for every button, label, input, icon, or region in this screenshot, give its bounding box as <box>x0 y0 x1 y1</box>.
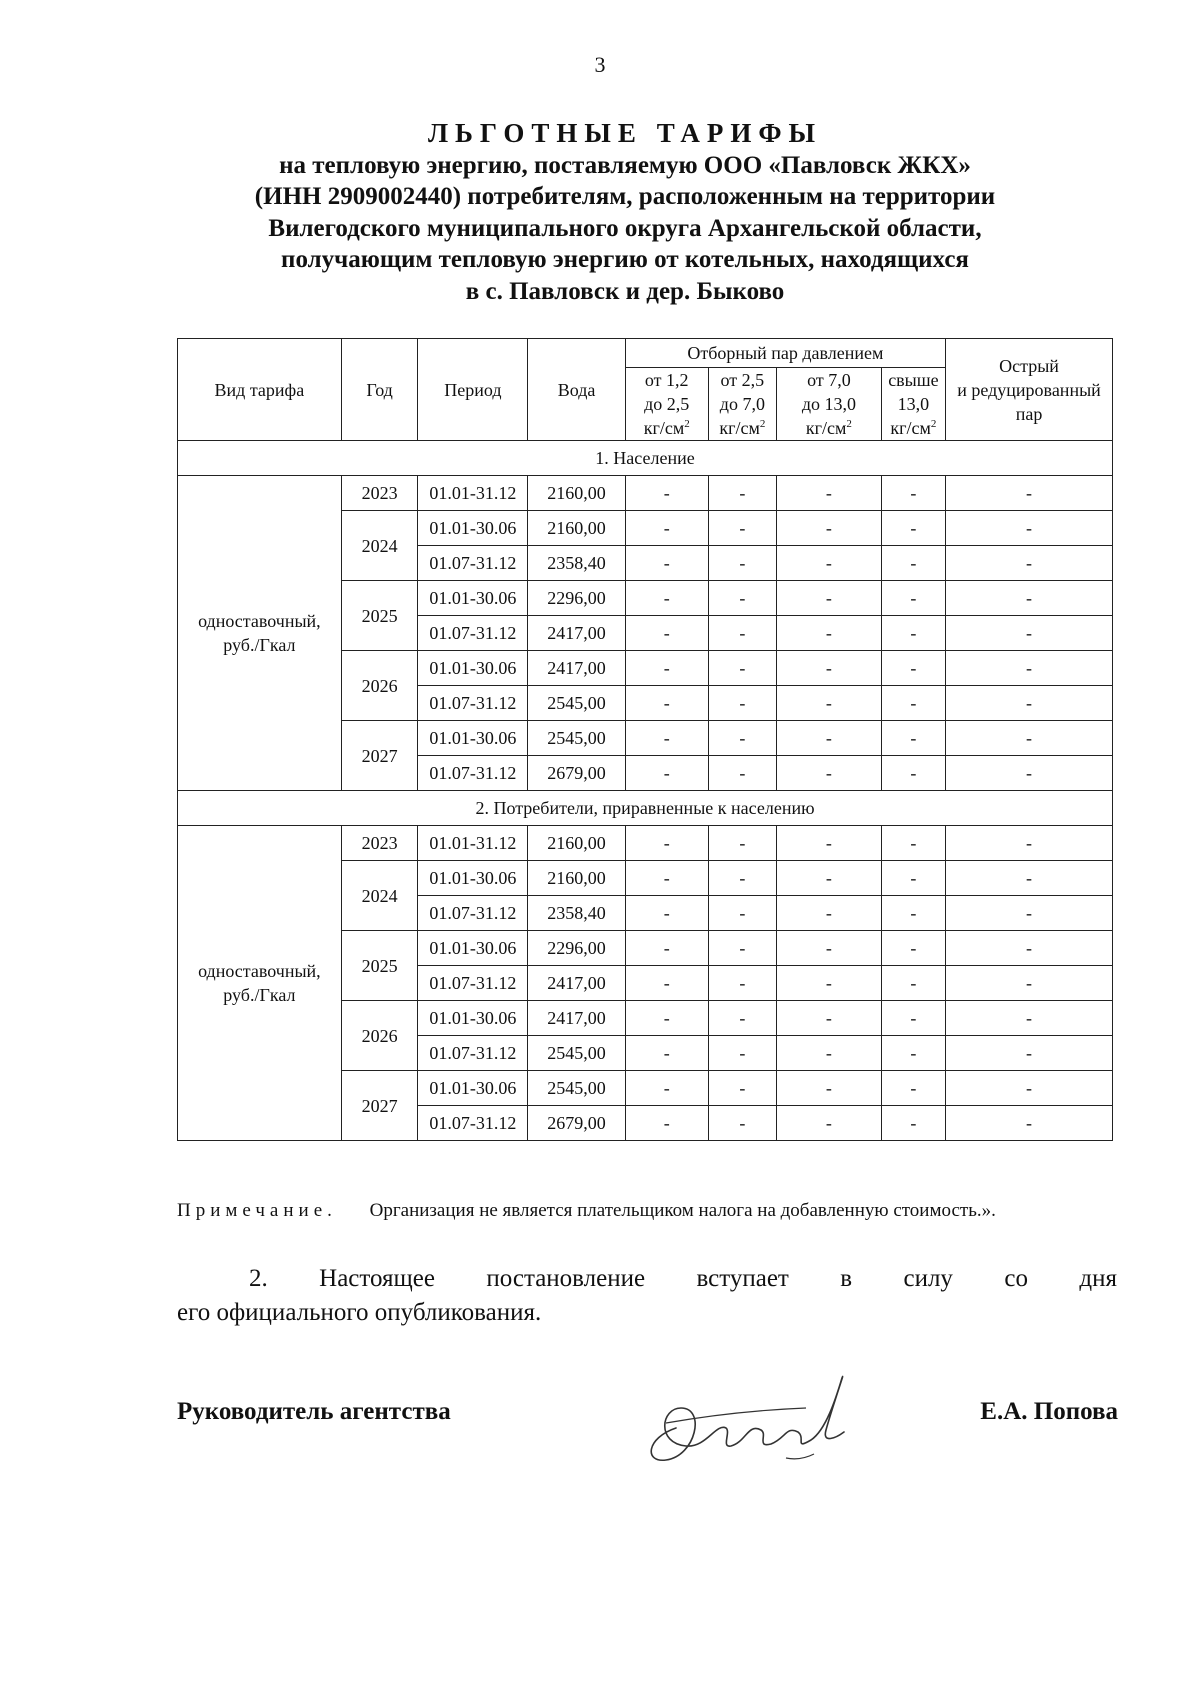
empty-value-cell: - <box>625 1071 708 1106</box>
tariff-type-line: руб./Гкал <box>223 635 296 655</box>
header-steam-3-l1: свыше <box>888 370 939 390</box>
tariff-type-cell <box>178 826 342 1141</box>
table-row <box>178 826 1113 861</box>
year-cell: 2025 <box>341 581 418 651</box>
empty-value-cell: - <box>625 511 708 546</box>
water-cell: 2545,00 <box>528 1071 625 1106</box>
water-cell: 2160,00 <box>528 826 625 861</box>
empty-value-cell: - <box>777 896 882 931</box>
period-cell: 01.01-30.06 <box>418 861 528 896</box>
section-title: 2. Потребители, приравненные к населению <box>178 791 1113 826</box>
empty-value-cell: - <box>881 651 945 686</box>
header-year: Год <box>341 339 418 441</box>
period-cell: 01.07-31.12 <box>418 896 528 931</box>
signatory-position: Руководитель агентства <box>177 1398 451 1425</box>
header-steam-3-unit <box>884 416 943 440</box>
clause-2 <box>177 1262 1117 1330</box>
empty-value-cell: - <box>777 721 882 756</box>
empty-value-cell: - <box>777 651 882 686</box>
empty-value-cell: - <box>777 1036 882 1071</box>
empty-value-cell: - <box>625 616 708 651</box>
empty-value-cell: - <box>708 756 776 791</box>
period-cell: 01.07-31.12 <box>418 1036 528 1071</box>
water-cell: 2417,00 <box>528 966 625 1001</box>
period-cell: 01.01-31.12 <box>418 826 528 861</box>
year-cell: 2027 <box>341 1071 418 1141</box>
clause-word: дня <box>1079 1265 1117 1292</box>
period-cell: 01.01-30.06 <box>418 721 528 756</box>
empty-value-cell: - <box>881 1001 945 1036</box>
empty-value-cell: - <box>708 546 776 581</box>
empty-value-cell: - <box>946 826 1113 861</box>
note-text: Организация не является плательщиком налога на добавленную стоимость.». <box>369 1200 996 1221</box>
water-cell: 2160,00 <box>528 861 625 896</box>
clause-line1 <box>177 1262 1117 1296</box>
period-cell: 01.01-30.06 <box>418 581 528 616</box>
header-sharp-steam <box>946 339 1113 441</box>
empty-value-cell: - <box>625 581 708 616</box>
water-cell: 2296,00 <box>528 931 625 966</box>
clause-word: вступает <box>696 1265 789 1292</box>
clause-word: силу <box>903 1265 953 1292</box>
empty-value-cell: - <box>946 686 1113 721</box>
empty-value-cell: - <box>708 511 776 546</box>
empty-value-cell: - <box>946 931 1113 966</box>
header-steam-1-l1: от 2,5 <box>720 370 765 390</box>
empty-value-cell: - <box>946 476 1113 511</box>
header-steam-0-l1: от 1,2 <box>644 370 689 390</box>
empty-value-cell: - <box>708 896 776 931</box>
header-steam-3-l2: 13,0 <box>897 394 930 414</box>
water-cell: 2679,00 <box>528 756 625 791</box>
water-cell: 2417,00 <box>528 651 625 686</box>
period-cell: 01.07-31.12 <box>418 1106 528 1141</box>
water-cell: 2160,00 <box>528 511 625 546</box>
empty-value-cell: - <box>881 1071 945 1106</box>
empty-value-cell: - <box>708 1071 776 1106</box>
title-line: получающим тепловую энергию от котельных, находящихся <box>281 246 969 273</box>
empty-value-cell: - <box>625 1001 708 1036</box>
empty-value-cell: - <box>625 861 708 896</box>
note-label: Примечание. <box>177 1200 337 1221</box>
unit-text: кг/см <box>890 418 931 438</box>
title-line: Вилегодского муниципального округа Архангельской области, <box>268 214 982 242</box>
empty-value-cell: - <box>777 511 882 546</box>
year-cell: 2026 <box>341 1001 418 1071</box>
period-cell: 01.01-30.06 <box>418 1001 528 1036</box>
title-main: ЛЬГОТНЫЕ ТАРИФЫ <box>427 118 823 148</box>
empty-value-cell: - <box>946 546 1113 581</box>
clause-word: со <box>1004 1265 1028 1292</box>
empty-value-cell: - <box>708 616 776 651</box>
water-cell: 2417,00 <box>528 616 625 651</box>
unit-superscript: 2 <box>684 418 690 430</box>
tariff-type-line: одноставочный, <box>198 611 321 631</box>
empty-value-cell: - <box>625 826 708 861</box>
title-line: (ИНН 2909002440) потребителям, расположенным на территории <box>254 183 996 210</box>
empty-value-cell: - <box>946 896 1113 931</box>
period-cell: 01.01-31.12 <box>418 476 528 511</box>
empty-value-cell: - <box>708 581 776 616</box>
water-cell: 2160,00 <box>528 476 625 511</box>
title-line: в с. Павловск и дер. Быково <box>465 277 785 305</box>
header-sharp-steam-l1: Острый <box>999 355 1059 376</box>
empty-value-cell: - <box>777 931 882 966</box>
unit-text: кг/см <box>805 418 847 438</box>
water-cell: 2545,00 <box>528 721 625 756</box>
empty-value-cell: - <box>881 1106 945 1141</box>
empty-value-cell: - <box>881 931 945 966</box>
tariff-type-line: руб./Гкал <box>223 985 296 1005</box>
empty-value-cell: - <box>625 1106 708 1141</box>
unit-superscript: 2 <box>759 418 766 430</box>
empty-value-cell: - <box>708 966 776 1001</box>
unit-text: кг/см <box>719 418 760 438</box>
header-steam-2-l1: от 7,0 <box>807 370 851 390</box>
empty-value-cell: - <box>777 861 882 896</box>
period-cell: 01.01-30.06 <box>418 1071 528 1106</box>
empty-value-cell: - <box>946 616 1113 651</box>
section-title: 1. Население <box>178 441 1113 476</box>
period-cell: 01.01-30.06 <box>418 511 528 546</box>
empty-value-cell: - <box>777 756 882 791</box>
empty-value-cell: - <box>625 1036 708 1071</box>
header-steam-0-unit <box>628 416 706 440</box>
water-cell: 2358,40 <box>528 546 625 581</box>
year-cell: 2026 <box>341 651 418 721</box>
water-cell: 2296,00 <box>528 581 625 616</box>
header-period: Период <box>418 339 528 441</box>
empty-value-cell: - <box>625 476 708 511</box>
header-steam-2 <box>777 368 882 441</box>
empty-value-cell: - <box>708 1001 776 1036</box>
period-cell: 01.07-31.12 <box>418 546 528 581</box>
handwritten-signature <box>636 1368 866 1478</box>
period-cell: 01.01-30.06 <box>418 651 528 686</box>
period-cell: 01.07-31.12 <box>418 616 528 651</box>
tariff-type-line: одноставочный, <box>198 961 321 981</box>
empty-value-cell: - <box>881 756 945 791</box>
empty-value-cell: - <box>946 966 1113 1001</box>
period-cell: 01.01-30.06 <box>418 931 528 966</box>
empty-value-cell: - <box>946 651 1113 686</box>
header-sharp-steam-l2: и редуцированный <box>957 379 1101 400</box>
empty-value-cell: - <box>881 861 945 896</box>
empty-value-cell: - <box>708 1106 776 1141</box>
document-title <box>170 118 1080 307</box>
empty-value-cell: - <box>881 686 945 721</box>
empty-value-cell: - <box>777 1071 882 1106</box>
empty-value-cell: - <box>946 861 1113 896</box>
empty-value-cell: - <box>777 581 882 616</box>
water-cell: 2545,00 <box>528 686 625 721</box>
empty-value-cell: - <box>708 721 776 756</box>
header-steam-2-unit <box>779 416 879 440</box>
water-cell: 2545,00 <box>528 1036 625 1071</box>
clause-line2: его официального опубликования. <box>177 1299 542 1326</box>
empty-value-cell: - <box>881 966 945 1001</box>
signatory-name: Е.А. Попова <box>980 1398 1118 1425</box>
header-steam-1-l2: до 7,0 <box>719 394 765 414</box>
clause-word: постановление <box>486 1265 646 1292</box>
empty-value-cell: - <box>625 896 708 931</box>
empty-value-cell: - <box>625 686 708 721</box>
empty-value-cell: - <box>946 756 1113 791</box>
empty-value-cell: - <box>625 546 708 581</box>
empty-value-cell: - <box>881 546 945 581</box>
unit-superscript: 2 <box>846 418 852 430</box>
empty-value-cell: - <box>881 721 945 756</box>
period-cell: 01.07-31.12 <box>418 756 528 791</box>
empty-value-cell: - <box>881 616 945 651</box>
empty-value-cell: - <box>777 686 882 721</box>
empty-value-cell: - <box>946 1071 1113 1106</box>
empty-value-cell: - <box>708 1036 776 1071</box>
header-steam-1-unit <box>711 416 774 440</box>
empty-value-cell: - <box>708 476 776 511</box>
empty-value-cell: - <box>946 721 1113 756</box>
header-water: Вода <box>528 339 625 441</box>
header-steam-1 <box>708 368 776 441</box>
year-cell: 2024 <box>341 511 418 581</box>
empty-value-cell: - <box>881 896 945 931</box>
empty-value-cell: - <box>881 826 945 861</box>
year-cell: 2023 <box>341 826 418 861</box>
tariffs-table <box>177 338 1113 1141</box>
empty-value-cell: - <box>708 861 776 896</box>
empty-value-cell: - <box>946 1001 1113 1036</box>
empty-value-cell: - <box>625 966 708 1001</box>
empty-value-cell: - <box>777 1106 882 1141</box>
empty-value-cell: - <box>946 581 1113 616</box>
empty-value-cell: - <box>625 651 708 686</box>
unit-superscript: 2 <box>930 418 937 430</box>
year-cell: 2023 <box>341 476 418 511</box>
clause-word: Настоящее <box>319 1265 435 1292</box>
empty-value-cell: - <box>708 651 776 686</box>
header-steam-0 <box>625 368 708 441</box>
water-cell: 2417,00 <box>528 1001 625 1036</box>
empty-value-cell: - <box>777 826 882 861</box>
empty-value-cell: - <box>777 476 882 511</box>
water-cell: 2358,40 <box>528 896 625 931</box>
header-steam-0-l2: до 2,5 <box>644 394 690 414</box>
header-steam-3 <box>881 368 945 441</box>
tariff-type-cell <box>178 476 342 791</box>
empty-value-cell: - <box>881 511 945 546</box>
empty-value-cell: - <box>881 476 945 511</box>
empty-value-cell: - <box>881 581 945 616</box>
period-cell: 01.07-31.12 <box>418 686 528 721</box>
empty-value-cell: - <box>625 721 708 756</box>
year-cell: 2024 <box>341 861 418 931</box>
table-row <box>178 476 1113 511</box>
empty-value-cell: - <box>777 1001 882 1036</box>
empty-value-cell: - <box>708 826 776 861</box>
header-steam-2-l2: до 13,0 <box>801 394 856 414</box>
empty-value-cell: - <box>946 511 1113 546</box>
period-cell: 01.07-31.12 <box>418 966 528 1001</box>
empty-value-cell: - <box>708 686 776 721</box>
empty-value-cell: - <box>881 1036 945 1071</box>
page-number: 3 <box>594 52 606 77</box>
empty-value-cell: - <box>708 931 776 966</box>
empty-value-cell: - <box>777 616 882 651</box>
header-steam-group: Отборный пар давлением <box>625 339 945 368</box>
empty-value-cell: - <box>777 966 882 1001</box>
unit-text: кг/см <box>643 418 685 438</box>
header-sharp-steam-l3: пар <box>1015 403 1043 424</box>
year-cell: 2025 <box>341 931 418 1001</box>
empty-value-cell: - <box>625 756 708 791</box>
note <box>177 1200 1127 1222</box>
clause-word: 2. <box>249 1265 268 1292</box>
empty-value-cell: - <box>946 1036 1113 1071</box>
clause-word: в <box>840 1265 853 1292</box>
water-cell: 2679,00 <box>528 1106 625 1141</box>
empty-value-cell: - <box>777 546 882 581</box>
year-cell: 2027 <box>341 721 418 791</box>
empty-value-cell: - <box>946 1106 1113 1141</box>
title-line: на тепловую энергию, поставляемую ООО «Павловск ЖКХ» <box>279 151 971 179</box>
empty-value-cell: - <box>625 931 708 966</box>
header-tariff-type: Вид тарифа <box>178 339 342 441</box>
